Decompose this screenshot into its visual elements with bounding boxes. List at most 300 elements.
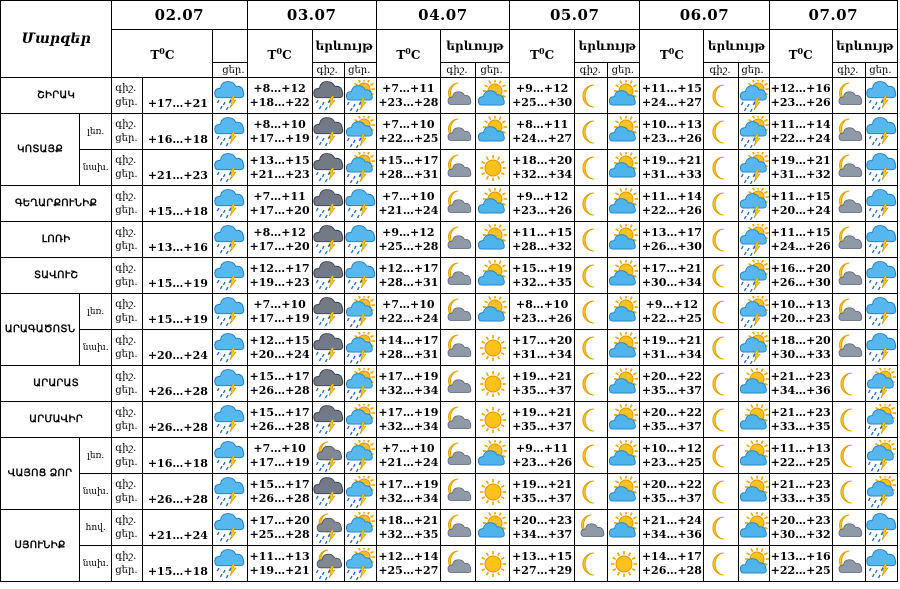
sun-icon [475, 474, 509, 510]
moon-cloud-icon [832, 114, 865, 150]
temperature-range: +7…+10 +17…+19 [247, 438, 312, 474]
subregion-label: հով. [80, 510, 112, 546]
temperature-range: +11…+15 +28…+32 [510, 222, 575, 258]
temperature-range: +16…+18 [143, 114, 213, 150]
night-day-label: գիշ. ցեր. [112, 474, 143, 510]
region-name: ՏԱՎՈՒՇ [1, 258, 112, 294]
sun-cloud-icon [738, 546, 769, 582]
subregion-label: լեռ. [80, 438, 112, 474]
temperature-range: +7…+10 +21…+24 [376, 438, 440, 474]
temperature-range: +15…+18 [143, 546, 213, 582]
temperature-range: +11…+15 +20…+24 [769, 186, 832, 222]
moon-icon [575, 438, 608, 474]
moon-icon [832, 438, 865, 474]
table-row [1, 294, 898, 330]
moon-icon [575, 186, 608, 222]
temperature-range: +7…+11 +23…+28 [376, 78, 440, 114]
subregion-label: լեռ. [80, 294, 112, 330]
moon-cloud-icon [440, 546, 475, 582]
moon-cloud-icon [832, 294, 865, 330]
table-row [1, 78, 898, 114]
sun-cloud-rain-thunder-icon [738, 186, 769, 222]
cloud-rain-thunder-icon [344, 258, 376, 294]
cloud-rain-thunder-icon [213, 402, 247, 438]
temperature-range: +13…+15 +27…+29 [510, 546, 575, 582]
moon-icon [704, 294, 738, 330]
moon-cloud-icon [440, 114, 475, 150]
sun-cloud-rain-thunder-icon [344, 510, 376, 546]
temperature-range: +7…+10 +21…+24 [376, 186, 440, 222]
sun-cloud-icon [475, 222, 509, 258]
phenomenon-column-header: երևույթ [704, 30, 769, 63]
cloud-storm-dark-icon [312, 402, 344, 438]
cloud-rain-thunder-icon [865, 114, 897, 150]
cloud-rain-thunder-icon [213, 114, 247, 150]
temperature-range: +8…+10 +17…+19 [247, 114, 312, 150]
moon-icon [704, 510, 738, 546]
cloud-rain-thunder-icon [213, 150, 247, 186]
night-day-label: գիշ. ցեր. [112, 150, 143, 186]
region-name: ԼՈՌԻ [1, 222, 112, 258]
sun-cloud-icon [475, 186, 509, 222]
cloud-storm-dark-icon [312, 258, 344, 294]
day-subheader: ցեր. [738, 63, 769, 78]
temperature-range: +15…+17 +26…+28 [247, 366, 312, 402]
moon-icon [575, 294, 608, 330]
temperature-range: +20…+24 [143, 330, 213, 366]
temperature-range: +7…+10 +17…+19 [247, 294, 312, 330]
temperature-range: +16…+18 [143, 438, 213, 474]
phenomenon-column-header: երևույթ [440, 30, 509, 63]
cloud-storm-dark-icon [312, 330, 344, 366]
sun-cloud-icon [608, 114, 640, 150]
temperature-range: +26…+28 [143, 366, 213, 402]
moon-cloud-icon [832, 186, 865, 222]
subregion-label: նախ. [80, 546, 112, 582]
moon-icon [704, 546, 738, 582]
day-subheader: ցեր. [608, 63, 640, 78]
sun-cloud-rain-thunder-icon [344, 150, 376, 186]
night-subheader: գիշ. [832, 63, 865, 78]
moon-icon [704, 150, 738, 186]
subregion-label: նախ. [80, 330, 112, 366]
temperature-range: +19…+21 +35…+37 [510, 366, 575, 402]
temperature-range: +18…+21 +32…+35 [376, 510, 440, 546]
temperature-range: +20…+23 +34…+37 [510, 510, 575, 546]
sun-cloud-rain-thunder-icon [865, 474, 897, 510]
temperature-range: +18…+20 +30…+33 [769, 330, 832, 366]
moon-cloud-icon [832, 330, 865, 366]
temperature-range: +10…+13 +20…+23 [769, 294, 832, 330]
moon-cloud-icon [440, 402, 475, 438]
night-subheader: գիշ. [440, 63, 475, 78]
moon-cloud-icon [440, 294, 475, 330]
night-subheader: գիշ. [312, 63, 344, 78]
table-row [1, 474, 898, 510]
sun-cloud-icon [475, 114, 509, 150]
moon-cloud-icon [575, 510, 608, 546]
temperature-range: +12…+16 +23…+26 [769, 78, 832, 114]
cloud-rain-thunder-icon [213, 222, 247, 258]
cloud-rain-thunder-icon [865, 186, 897, 222]
temperature-range: +21…+24 [143, 510, 213, 546]
cloud-storm-dark-icon [312, 474, 344, 510]
sun-cloud-icon [738, 438, 769, 474]
moon-cloud-icon [440, 150, 475, 186]
sun-cloud-rain-thunder-icon [865, 366, 897, 402]
cloud-rain-thunder-icon [865, 258, 897, 294]
moon-icon [704, 402, 738, 438]
moon-icon [704, 114, 738, 150]
night-day-label: գիշ. ցեր. [112, 402, 143, 438]
moon-icon [575, 546, 608, 582]
sun-cloud-icon [475, 258, 509, 294]
night-subheader: գիշ. [575, 63, 608, 78]
temperature-range: +13…+16 +22…+25 [769, 546, 832, 582]
moon-cloud-icon [832, 510, 865, 546]
cloud-rain-thunder-icon [865, 294, 897, 330]
day-subheader: ցեր. [213, 63, 247, 78]
temperature-range: +15…+18 [143, 186, 213, 222]
sun-cloud-icon [608, 258, 640, 294]
cloud-rain-thunder-icon [865, 150, 897, 186]
night-day-label: գիշ. ցեր. [112, 330, 143, 366]
table-row [1, 402, 898, 438]
date-header: 05.07 [510, 1, 640, 30]
table-row [1, 546, 898, 582]
temperature-range: +17…+19 +32…+34 [376, 402, 440, 438]
temperature-range: +19…+21 +35…+37 [510, 402, 575, 438]
temperature-range: +8…+12 +18…+22 [247, 78, 312, 114]
sun-cloud-rain-thunder-icon [865, 438, 897, 474]
region-name: ՎԱՅՈՑ ՁՈՐ [1, 438, 80, 510]
sun-cloud-icon [738, 366, 769, 402]
phenomenon-column-header: երևույթ [575, 30, 640, 63]
moon-cloud-icon [832, 222, 865, 258]
day-subheader: ցեր. [475, 63, 509, 78]
temperature-range: +15…+19 +32…+35 [510, 258, 575, 294]
temperature-range: +26…+28 [143, 402, 213, 438]
moon-icon [832, 402, 865, 438]
temp-column-header: $T^0C$ [640, 30, 704, 78]
night-day-label: գիշ. ցեր. [112, 366, 143, 402]
region-name: ՇԻՐԱԿ [1, 78, 112, 114]
sun-cloud-rain-thunder-icon [738, 114, 769, 150]
temperature-range: +21…+23 +34…+36 [769, 366, 832, 402]
moon-icon [704, 222, 738, 258]
temperature-range: +11…+14 +22…+24 [769, 114, 832, 150]
night-day-label: գիշ. ցեր. [112, 258, 143, 294]
table-row [1, 222, 898, 258]
subregion-label: նախ. [80, 474, 112, 510]
cloud-rain-thunder-icon [213, 474, 247, 510]
date-header: 02.07 [112, 1, 247, 30]
sun-cloud-rain-thunder-icon [738, 150, 769, 186]
night-subheader: գիշ. [704, 63, 738, 78]
region-name: ԱՐԱԳԱԾՈՏՆ [1, 294, 80, 366]
moon-icon [575, 150, 608, 186]
temperature-range: +12…+15 +20…+24 [247, 330, 312, 366]
cloud-rain-thunder-icon [213, 78, 247, 114]
moon-icon [575, 330, 608, 366]
temperature-range: +12…+14 +25…+27 [376, 546, 440, 582]
temp-column-header: $T^0C$ [510, 30, 575, 78]
sun-cloud-rain-thunder-icon [344, 438, 376, 474]
temperature-range: +8…+12 +17…+20 [247, 222, 312, 258]
temperature-range: +15…+17 +26…+28 [247, 402, 312, 438]
temperature-range: +15…+19 [143, 294, 213, 330]
cloud-rain-thunder-icon [865, 546, 897, 582]
moon-icon [704, 258, 738, 294]
sun-cloud-rain-thunder-icon [344, 402, 376, 438]
cloud-storm-dark-icon [312, 222, 344, 258]
night-day-label: գիշ. ցեր. [112, 222, 143, 258]
moon-cloud-icon [832, 258, 865, 294]
moon-cloud-icon [832, 150, 865, 186]
sun-cloud-icon [608, 330, 640, 366]
cloud-rain-thunder-icon [213, 546, 247, 582]
temperature-range: +17…+20 +31…+34 [510, 330, 575, 366]
temp-column-header: $T^0C$ [247, 30, 312, 78]
sun-cloud-icon [608, 186, 640, 222]
sun-icon [475, 546, 509, 582]
cloud-rain-thunder-icon [213, 366, 247, 402]
cloud-rain-thunder-icon [865, 510, 897, 546]
sun-cloud-rain-thunder-icon [344, 330, 376, 366]
sun-cloud-rain-thunder-icon [738, 330, 769, 366]
moon-cloud-rain-thunder-icon [312, 510, 344, 546]
cloud-storm-dark-icon [312, 150, 344, 186]
temperature-range: +15…+19 [143, 258, 213, 294]
night-day-label: գիշ. ցեր. [112, 546, 143, 582]
temperature-range: +19…+21 +31…+33 [640, 150, 704, 186]
temperature-range: +13…+16 [143, 222, 213, 258]
sun-cloud-rain-thunder-icon [865, 402, 897, 438]
moon-icon [575, 114, 608, 150]
temperature-range: +12…+17 +28…+31 [376, 258, 440, 294]
sun-cloud-icon [608, 510, 640, 546]
temperature-range: +20…+23 +30…+32 [769, 510, 832, 546]
temperature-range: +21…+24 +34…+36 [640, 510, 704, 546]
cloud-storm-dark-icon [312, 366, 344, 402]
moon-cloud-icon [440, 330, 475, 366]
temperature-range: +19…+21 +35…+37 [510, 474, 575, 510]
sun-cloud-icon [475, 510, 509, 546]
sun-icon [475, 402, 509, 438]
sun-cloud-rain-thunder-icon [344, 294, 376, 330]
cloud-rain-thunder-icon [865, 222, 897, 258]
night-day-label: գիշ. ցեր. [112, 186, 143, 222]
cloud-rain-thunder-icon [213, 294, 247, 330]
cloud-rain-thunder-icon [213, 510, 247, 546]
sun-cloud-rain-thunder-icon [738, 258, 769, 294]
table-row [1, 330, 898, 366]
moon-icon [704, 330, 738, 366]
sun-cloud-icon [608, 150, 640, 186]
temperature-range: +11…+13 +22…+25 [769, 438, 832, 474]
moon-icon [575, 366, 608, 402]
cloud-storm-dark-icon [312, 114, 344, 150]
table-row [1, 438, 898, 474]
sun-cloud-icon [738, 510, 769, 546]
moon-icon [832, 366, 865, 402]
cloud-rain-thunder-icon [865, 330, 897, 366]
moon-cloud-icon [440, 222, 475, 258]
temperature-range: +11…+15 +24…+26 [769, 222, 832, 258]
date-header: 03.07 [247, 1, 376, 30]
sun-cloud-rain-thunder-icon [738, 78, 769, 114]
temperature-range: +15…+17 +28…+31 [376, 150, 440, 186]
temperature-range: +7…+10 +22…+24 [376, 294, 440, 330]
region-name: ԱՐՄԱՎԻՐ [1, 402, 112, 438]
sun-cloud-rain-thunder-icon [344, 78, 376, 114]
sun-cloud-icon [475, 78, 509, 114]
temperature-range: +19…+21 +31…+32 [769, 150, 832, 186]
moon-icon [832, 474, 865, 510]
day-subheader: ցեր. [865, 63, 897, 78]
temperature-range: +9…+12 +25…+30 [510, 78, 575, 114]
temperature-range: +7…+10 +22…+25 [376, 114, 440, 150]
subregion-label: նախ. [80, 150, 112, 186]
sun-cloud-icon [608, 222, 640, 258]
cloud-storm-dark-icon [312, 186, 344, 222]
cloud-rain-thunder-icon [213, 186, 247, 222]
temperature-range: +9…+12 +22…+25 [640, 294, 704, 330]
temperature-range: +10…+13 +23…+26 [640, 114, 704, 150]
sun-cloud-rain-thunder-icon [344, 474, 376, 510]
phenomenon-column-header: երևույթ [832, 30, 897, 63]
cloud-storm-dark-icon [312, 78, 344, 114]
temperature-range: +13…+17 +26…+30 [640, 222, 704, 258]
sun-cloud-rain-thunder-icon [344, 546, 376, 582]
sun-cloud-icon [475, 294, 509, 330]
temperature-range: +14…+17 +26…+28 [640, 546, 704, 582]
sun-cloud-icon [738, 474, 769, 510]
night-day-label: գիշ. ցեր. [112, 510, 143, 546]
temperature-range: +9…+12 +23…+26 [510, 186, 575, 222]
sun-cloud-rain-thunder-icon [344, 114, 376, 150]
forecast-body [1, 78, 898, 582]
moon-cloud-icon [440, 78, 475, 114]
phenomenon-column-header [213, 30, 247, 63]
night-day-label: գիշ. ցեր. [112, 114, 143, 150]
region-name: ՍՅՈՒՆԻՔ [1, 510, 80, 582]
temperature-range: +11…+15 +24…+27 [640, 78, 704, 114]
sun-cloud-icon [738, 402, 769, 438]
moon-cloud-icon [440, 438, 475, 474]
moon-cloud-rain-thunder-icon [312, 546, 344, 582]
region-name: ԳԵՂԱՐՔՈՒՆԻՔ [1, 186, 112, 222]
temperature-range: +17…+21 +30…+34 [640, 258, 704, 294]
sun-cloud-icon [608, 366, 640, 402]
temperature-range: +9…+11 +23…+26 [510, 438, 575, 474]
temperature-range: +16…+20 +26…+30 [769, 258, 832, 294]
sun-icon [608, 546, 640, 582]
moon-cloud-icon [832, 546, 865, 582]
region-name: ԱՐԱՐԱՏ [1, 366, 112, 402]
moon-cloud-icon [440, 474, 475, 510]
moon-icon [704, 366, 738, 402]
sun-icon [475, 366, 509, 402]
temperature-range: +7…+11 +17…+20 [247, 186, 312, 222]
temperature-range: +18…+20 +32…+34 [510, 150, 575, 186]
cloud-rain-thunder-icon [213, 258, 247, 294]
temperature-range: +14…+17 +28…+31 [376, 330, 440, 366]
sun-icon [475, 150, 509, 186]
temperature-range: +11…+14 +22…+26 [640, 186, 704, 222]
moon-icon [575, 258, 608, 294]
sun-cloud-icon [475, 438, 509, 474]
moon-icon [575, 402, 608, 438]
moon-icon [704, 78, 738, 114]
moon-icon [575, 78, 608, 114]
moon-cloud-icon [832, 78, 865, 114]
sun-cloud-icon [608, 474, 640, 510]
moon-cloud-icon [440, 510, 475, 546]
temperature-range: +21…+23 [143, 150, 213, 186]
moon-icon [704, 438, 738, 474]
night-day-label: գիշ. ցեր. [112, 438, 143, 474]
table-row [1, 258, 898, 294]
cloud-rain-thunder-icon [213, 438, 247, 474]
sun-cloud-rain-thunder-icon [344, 366, 376, 402]
temperature-range: +26…+28 [143, 474, 213, 510]
sun-cloud-icon [608, 78, 640, 114]
temperature-range: +12…+17 +19…+23 [247, 258, 312, 294]
night-day-label: գիշ. ցեր. [112, 78, 143, 114]
temperature-range: +11…+13 +19…+21 [247, 546, 312, 582]
temperature-range: +20…+22 +35…+37 [640, 402, 704, 438]
sun-cloud-rain-thunder-icon [738, 222, 769, 258]
table-row [1, 150, 898, 186]
temperature-range: +19…+21 +31…+34 [640, 330, 704, 366]
temperature-range: +17…+20 +25…+28 [247, 510, 312, 546]
temperature-range: +17…+21 [143, 78, 213, 114]
temperature-range: +21…+23 +33…+35 [769, 402, 832, 438]
temperature-range: +21…+23 +33…+35 [769, 474, 832, 510]
sun-icon [475, 330, 509, 366]
temperature-range: +20…+22 +35…+37 [640, 366, 704, 402]
cloud-rain-thunder-icon [344, 186, 376, 222]
moon-icon [704, 474, 738, 510]
table-row [1, 186, 898, 222]
moon-cloud-icon [440, 186, 475, 222]
temperature-range: +8…+11 +24…+27 [510, 114, 575, 150]
moon-icon [575, 474, 608, 510]
regions-header: Մարզեր [1, 1, 112, 78]
day-subheader: ցեր. [344, 63, 376, 78]
table-row [1, 510, 898, 546]
sun-cloud-icon [608, 438, 640, 474]
region-name: ԿՈՏԱՅՔ [1, 114, 80, 186]
date-header: 04.07 [376, 1, 509, 30]
moon-cloud-icon [440, 366, 475, 402]
temperature-range: +17…+19 +32…+34 [376, 366, 440, 402]
temp-column-header: $T^0C$ [769, 30, 832, 78]
moon-icon [575, 222, 608, 258]
sun-cloud-icon [608, 294, 640, 330]
moon-icon [704, 186, 738, 222]
cloud-rain-thunder-icon [865, 78, 897, 114]
cloud-storm-dark-icon [312, 294, 344, 330]
temperature-range: +10…+12 +23…+25 [640, 438, 704, 474]
sun-cloud-icon [608, 402, 640, 438]
table-row [1, 366, 898, 402]
temperature-range: +17…+19 +32…+34 [376, 474, 440, 510]
subregion-label: լեռ. [80, 114, 112, 150]
temperature-range: +20…+22 +35…+37 [640, 474, 704, 510]
date-header: 07.07 [769, 1, 897, 30]
